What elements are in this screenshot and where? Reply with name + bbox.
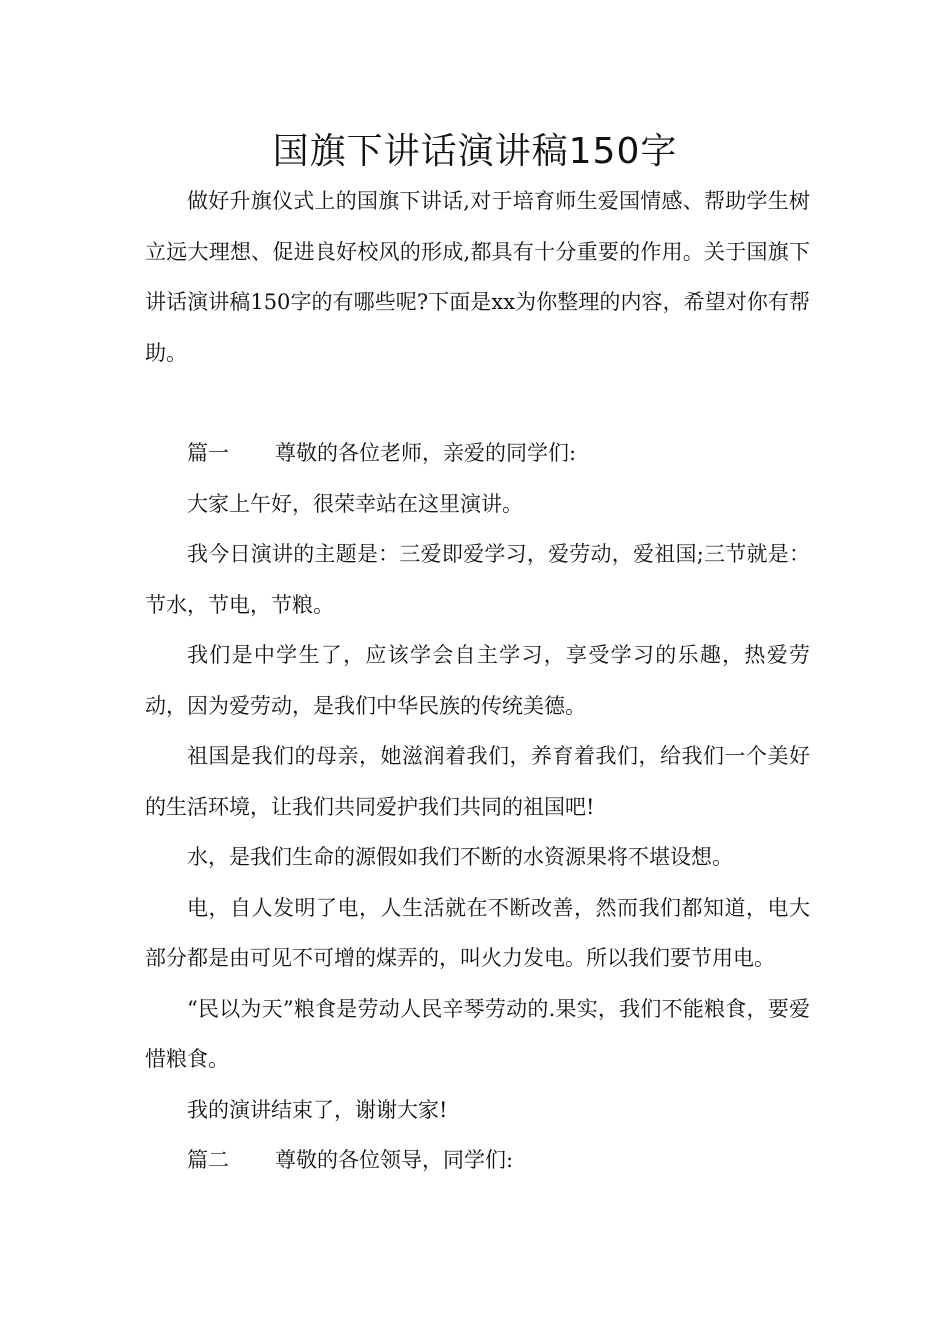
body-paragraph: “民以为天”粮食是劳动人民辛琴劳动的.果实，我们不能粮食，要爱惜粮食。 <box>145 996 810 1071</box>
body-paragraph: 水，是我们生命的源假如我们不断的水资源果将不堪设想。 <box>187 845 733 869</box>
section2-salutation: 尊敬的各位领导，同学们: <box>275 1148 514 1172</box>
section2-label: 篇二 <box>187 1148 229 1172</box>
section1-salutation: 尊敬的各位老师，亲爱的同学们: <box>275 441 577 465</box>
body-paragraph: 电，自人发明了电，人生活就在不断改善，然而我们都知道，电大部分都是由可见不可增的煤弄的，叫火力发电。所以我们要节用电。 <box>145 895 810 970</box>
body-paragraph: 我的演讲结束了，谢谢大家! <box>187 1097 448 1122</box>
section1-heading <box>145 428 810 479</box>
intro-paragraph: 做好升旗仪式上的国旗下讲话,对于培育师生爱国情感、帮助学生树立远大理想、促进良好校风的形成,都具有十分重要的作用。关于国旗下讲话演讲稿150字的有哪些呢?下面是xx为你整理的内容，希望对你有帮助。 <box>145 189 810 365</box>
body-paragraph: 我今日演讲的主题是：三爱即爱学习，爱劳动，爱祖国;三节就是：节水，节电，节粮。 <box>145 542 810 617</box>
body-paragraph: 大家上午好，很荣幸站在这里演讲。 <box>187 491 523 516</box>
document-title: 国旗下讲话演讲稿150字 <box>272 131 678 172</box>
body-paragraph: 祖国是我们的母亲，她滋润着我们，养育着我们，给我们一个美好的生活环境，让我们共同爱护我们共同的祖国吧! <box>145 744 810 819</box>
body-paragraph: 我们是中学生了，应该学会自主学习，享受学习的乐趣，热爱劳动，因为爱劳动，是我们中华民族的传统美德。 <box>145 643 810 718</box>
section1-label: 篇一 <box>187 441 229 465</box>
document-body <box>145 176 810 1186</box>
section2-heading <box>145 1135 810 1186</box>
